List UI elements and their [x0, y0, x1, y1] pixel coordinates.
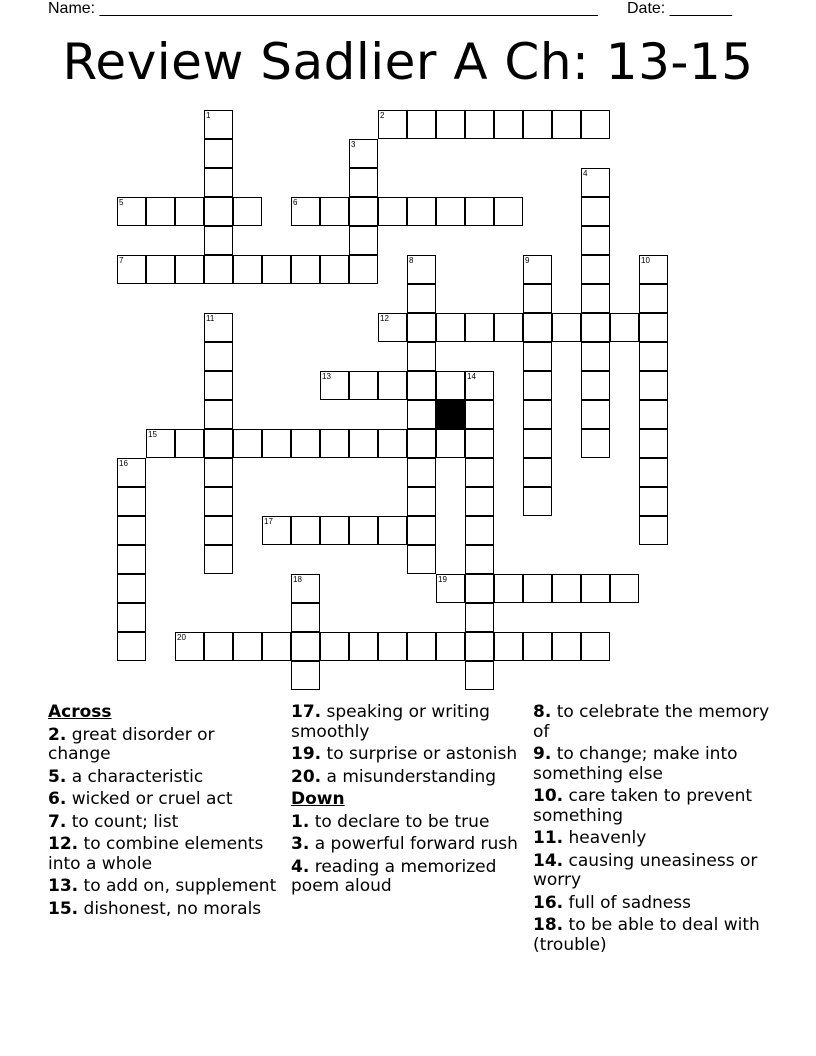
- grid-cell[interactable]: [581, 632, 610, 661]
- grid-cell[interactable]: [436, 429, 465, 458]
- black-cell: [436, 400, 465, 429]
- clue-item-text: causing uneasiness or worry: [533, 850, 758, 890]
- grid-cell[interactable]: [349, 632, 378, 661]
- grid-cell[interactable]: [523, 342, 552, 371]
- grid-cell[interactable]: [581, 284, 610, 313]
- clue-item: [48, 768, 280, 788]
- grid-cell[interactable]: [378, 110, 407, 139]
- grid-cell[interactable]: [407, 458, 436, 487]
- clue-item-text: a characteristic: [71, 766, 204, 787]
- clue-number: 12: [380, 314, 389, 323]
- grid-cell[interactable]: [581, 168, 610, 197]
- grid-cell[interactable]: [639, 516, 668, 545]
- clue-item-text: care taken to prevent something: [533, 786, 753, 826]
- clue-item: [291, 835, 523, 855]
- grid-cell[interactable]: [291, 429, 320, 458]
- clue-item-text: a misunderstanding: [326, 766, 497, 787]
- grid-cell[interactable]: [494, 110, 523, 139]
- grid-cell[interactable]: [465, 400, 494, 429]
- grid-cell[interactable]: [204, 139, 233, 168]
- clue-item-text: a powerful forward rush: [314, 834, 518, 854]
- grid-cell[interactable]: [349, 226, 378, 255]
- clue-column-1: [48, 703, 280, 922]
- grid-cell[interactable]: [117, 487, 146, 516]
- grid-cell[interactable]: [436, 574, 465, 603]
- grid-cell[interactable]: [117, 574, 146, 603]
- clue-item-text: dishonest, no morals: [83, 898, 262, 919]
- grid-cell[interactable]: [494, 197, 523, 226]
- clue-item-number: 1.: [291, 811, 310, 832]
- clue-item-text: to add on, supplement: [83, 876, 277, 896]
- grid-cell[interactable]: [204, 168, 233, 197]
- clue-item: [291, 703, 523, 742]
- grid-cell[interactable]: [204, 197, 233, 226]
- grid-cell[interactable]: [436, 313, 465, 342]
- grid-cell[interactable]: [407, 255, 436, 284]
- clue-number: 6: [293, 198, 298, 207]
- clue-item-number: 17.: [291, 702, 322, 722]
- grid-cell[interactable]: [291, 574, 320, 603]
- grid-cell[interactable]: [581, 342, 610, 371]
- grid-cell[interactable]: [349, 429, 378, 458]
- grid-cell[interactable]: [378, 197, 407, 226]
- grid-cell[interactable]: [494, 632, 523, 661]
- grid-cell[interactable]: [233, 632, 262, 661]
- grid-cell[interactable]: [639, 371, 668, 400]
- grid-cell[interactable]: [204, 313, 233, 342]
- grid-cell[interactable]: [378, 371, 407, 400]
- grid-cell[interactable]: [523, 574, 552, 603]
- grid-cell[interactable]: [117, 632, 146, 661]
- clue-item-number: 6.: [48, 789, 67, 809]
- clue-item: [533, 852, 773, 891]
- clue-number: 9: [525, 256, 530, 265]
- clue-item-text: to combine elements into a whole: [48, 834, 264, 874]
- grid-cell[interactable]: [233, 429, 262, 458]
- grid-cell[interactable]: [407, 110, 436, 139]
- clue-item-number: 18.: [533, 915, 564, 935]
- clue-item-number: 4.: [291, 856, 310, 877]
- grid-cell[interactable]: [465, 487, 494, 516]
- grid-cell[interactable]: [204, 342, 233, 371]
- grid-cell[interactable]: [233, 255, 262, 284]
- clue-number: 5: [119, 198, 124, 207]
- grid-cell[interactable]: [407, 371, 436, 400]
- grid-cell[interactable]: [291, 197, 320, 226]
- grid-cell[interactable]: [581, 197, 610, 226]
- clue-number: 19: [438, 575, 447, 584]
- clue-item-text: speaking or writing smoothly: [291, 702, 490, 742]
- clue-number: 3: [351, 140, 356, 149]
- clue-number: 10: [641, 256, 650, 265]
- grid-cell[interactable]: [552, 313, 581, 342]
- grid-cell[interactable]: [610, 574, 639, 603]
- clue-number: 13: [322, 372, 331, 381]
- grid-cell[interactable]: [262, 632, 291, 661]
- grid-cell[interactable]: [465, 574, 494, 603]
- clue-item-number: 13.: [48, 876, 79, 896]
- grid-cell[interactable]: [407, 632, 436, 661]
- grid-cell[interactable]: [320, 429, 349, 458]
- grid-cell[interactable]: [639, 429, 668, 458]
- clue-item-text: great disorder or change: [48, 724, 215, 764]
- grid-cell[interactable]: [581, 110, 610, 139]
- grid-cell[interactable]: [204, 429, 233, 458]
- grid-cell[interactable]: [262, 429, 291, 458]
- grid-cell[interactable]: [465, 371, 494, 400]
- grid-cell[interactable]: [146, 255, 175, 284]
- grid-cell[interactable]: [407, 516, 436, 545]
- grid-cell[interactable]: [436, 197, 465, 226]
- clue-item-text: to change; make into something else: [533, 744, 738, 784]
- clue-number: 7: [119, 256, 124, 265]
- grid-cell[interactable]: [204, 371, 233, 400]
- grid-cell[interactable]: [523, 284, 552, 313]
- clue-item: [291, 813, 523, 833]
- grid-cell[interactable]: [262, 255, 291, 284]
- grid-cell[interactable]: [320, 197, 349, 226]
- clue-item-number: 12.: [48, 834, 79, 854]
- clue-item-number: 2.: [48, 724, 67, 745]
- grid-cell[interactable]: [552, 110, 581, 139]
- grid-cell[interactable]: [407, 197, 436, 226]
- grid-cell[interactable]: [523, 400, 552, 429]
- grid-cell[interactable]: [204, 458, 233, 487]
- grid-cell[interactable]: [465, 313, 494, 342]
- grid-cell[interactable]: [465, 632, 494, 661]
- grid-cell[interactable]: [465, 516, 494, 545]
- grid-cell[interactable]: [117, 255, 146, 284]
- grid-cell[interactable]: [581, 429, 610, 458]
- grid-cell[interactable]: [378, 429, 407, 458]
- grid-cell[interactable]: [523, 313, 552, 342]
- clue-item: [291, 745, 523, 765]
- grid-cell[interactable]: [407, 545, 436, 574]
- clue-column-2: [291, 703, 523, 900]
- grid-cell[interactable]: [204, 516, 233, 545]
- clue-item: [533, 894, 773, 914]
- clue-number: 4: [583, 169, 588, 178]
- grid-cell[interactable]: [494, 574, 523, 603]
- grid-cell[interactable]: [465, 429, 494, 458]
- grid-cell[interactable]: [436, 371, 465, 400]
- grid-cell[interactable]: [407, 284, 436, 313]
- grid-cell[interactable]: [465, 661, 494, 690]
- clue-item: [533, 829, 773, 849]
- grid-cell[interactable]: [465, 545, 494, 574]
- clue-number: 14: [467, 372, 476, 381]
- clue-item: [48, 790, 280, 810]
- clue-number: 11: [206, 314, 215, 323]
- clue-item-number: 14.: [533, 850, 564, 871]
- page-title: Review Sadlier A Ch: 13-15: [62, 33, 754, 91]
- clue-item-number: 11.: [533, 828, 564, 848]
- grid-cell[interactable]: [523, 632, 552, 661]
- clue-item-number: 20.: [291, 766, 322, 787]
- grid-cell[interactable]: [117, 603, 146, 632]
- grid-cell[interactable]: [407, 400, 436, 429]
- clue-item: [48, 726, 280, 765]
- clue-item: [533, 787, 773, 826]
- clue-item-text: to celebrate the memory of: [533, 702, 770, 742]
- clue-item-number: 19.: [291, 744, 322, 764]
- clue-number: 8: [409, 256, 414, 265]
- clue-item-number: 16.: [533, 892, 564, 913]
- grid-cell[interactable]: [436, 632, 465, 661]
- grid-cell[interactable]: [378, 516, 407, 545]
- grid-cell[interactable]: [465, 197, 494, 226]
- grid-cell[interactable]: [291, 255, 320, 284]
- clue-item-text: wicked or cruel act: [71, 789, 233, 809]
- clue-item-text: heavenly: [568, 828, 647, 848]
- grid-cell[interactable]: [639, 284, 668, 313]
- clue-item: [533, 745, 773, 784]
- grid-cell[interactable]: [320, 255, 349, 284]
- grid-cell[interactable]: [320, 632, 349, 661]
- grid-cell[interactable]: [117, 516, 146, 545]
- grid-cell[interactable]: [523, 458, 552, 487]
- grid-cell[interactable]: [610, 313, 639, 342]
- grid-cell[interactable]: [175, 197, 204, 226]
- grid-cell[interactable]: [465, 110, 494, 139]
- grid-cell[interactable]: [639, 255, 668, 284]
- grid-cell[interactable]: [175, 255, 204, 284]
- grid-cell[interactable]: [291, 661, 320, 690]
- grid-cell[interactable]: [407, 342, 436, 371]
- grid-cell[interactable]: [639, 342, 668, 371]
- grid-cell[interactable]: [639, 313, 668, 342]
- grid-cell[interactable]: [436, 110, 465, 139]
- clue-item-number: 3.: [291, 834, 310, 854]
- clue-number: 20: [177, 633, 186, 642]
- clue-item-text: full of sadness: [568, 892, 691, 913]
- grid-cell[interactable]: [552, 574, 581, 603]
- grid-cell[interactable]: [117, 545, 146, 574]
- grid-cell[interactable]: [349, 139, 378, 168]
- grid-cell[interactable]: [320, 371, 349, 400]
- grid-cell[interactable]: [639, 458, 668, 487]
- grid-cell[interactable]: [117, 458, 146, 487]
- grid-cell[interactable]: [204, 487, 233, 516]
- grid-cell[interactable]: [204, 632, 233, 661]
- clue-item-text: to surprise or astonish: [326, 744, 518, 764]
- grid-cell[interactable]: [146, 429, 175, 458]
- grid-cell[interactable]: [581, 400, 610, 429]
- grid-cell[interactable]: [552, 632, 581, 661]
- section-heading: Down: [291, 789, 345, 809]
- grid-cell[interactable]: [291, 516, 320, 545]
- clue-item-text: to be able to deal with (trouble): [533, 915, 760, 955]
- clue-item-text: reading a memorized poem aloud: [291, 856, 497, 896]
- date-field: Date: _______: [627, 0, 732, 17]
- clue-item-text: to count; list: [71, 811, 179, 832]
- clue-item-number: 8.: [533, 702, 552, 722]
- grid-cell[interactable]: [291, 632, 320, 661]
- grid-cell[interactable]: [204, 545, 233, 574]
- clue-item: [291, 768, 523, 788]
- grid-cell[interactable]: [117, 197, 146, 226]
- section-heading: Across: [48, 702, 112, 722]
- clue-item: [48, 877, 280, 897]
- clue-number: 15: [148, 430, 157, 439]
- clue-item: [48, 835, 280, 874]
- clue-item: [48, 900, 280, 920]
- clue-item-number: 15.: [48, 898, 79, 919]
- clue-number: 1: [206, 111, 211, 120]
- grid-cell[interactable]: [349, 197, 378, 226]
- grid-cell[interactable]: [523, 255, 552, 284]
- grid-cell[interactable]: [146, 197, 175, 226]
- grid-cell[interactable]: [494, 313, 523, 342]
- grid-cell[interactable]: [523, 371, 552, 400]
- grid-cell[interactable]: [349, 371, 378, 400]
- grid-cell[interactable]: [581, 313, 610, 342]
- clue-item: [291, 858, 523, 897]
- grid-cell[interactable]: [407, 429, 436, 458]
- grid-cell[interactable]: [581, 574, 610, 603]
- clue-item: [533, 916, 773, 955]
- clue-number: 2: [380, 111, 385, 120]
- clue-column-3: [533, 703, 773, 958]
- grid-cell[interactable]: [204, 226, 233, 255]
- grid-cell[interactable]: [407, 487, 436, 516]
- clue-item-number: 10.: [533, 786, 564, 806]
- grid-cell[interactable]: [233, 197, 262, 226]
- grid-cell[interactable]: [349, 168, 378, 197]
- grid-cell[interactable]: [262, 516, 291, 545]
- grid-cell[interactable]: [204, 255, 233, 284]
- grid-cell[interactable]: [523, 429, 552, 458]
- grid-cell[interactable]: [204, 400, 233, 429]
- grid-cell[interactable]: [523, 110, 552, 139]
- grid-cell[interactable]: [581, 371, 610, 400]
- grid-cell[interactable]: [465, 458, 494, 487]
- clue-item: [48, 813, 280, 833]
- grid-cell[interactable]: [581, 226, 610, 255]
- grid-cell[interactable]: [378, 313, 407, 342]
- clue-item-number: 5.: [48, 766, 67, 787]
- grid-cell[interactable]: [349, 516, 378, 545]
- clue-item-number: 7.: [48, 811, 67, 832]
- grid-cell[interactable]: [349, 255, 378, 284]
- grid-cell[interactable]: [523, 487, 552, 516]
- clue-item-text: to declare to be true: [314, 811, 490, 832]
- grid-cell[interactable]: [639, 487, 668, 516]
- clue-item: [533, 703, 773, 742]
- clue-number: 16: [119, 459, 128, 468]
- grid-cell[interactable]: [204, 110, 233, 139]
- grid-cell[interactable]: [581, 255, 610, 284]
- grid-cell[interactable]: [465, 603, 494, 632]
- grid-cell[interactable]: [175, 632, 204, 661]
- clue-number: 17: [264, 517, 273, 526]
- clue-number: 18: [293, 575, 302, 584]
- grid-cell[interactable]: [639, 400, 668, 429]
- name-field: Name: ________________________________________________________: [48, 0, 598, 17]
- grid-cell[interactable]: [407, 313, 436, 342]
- grid-cell[interactable]: [291, 603, 320, 632]
- grid-cell[interactable]: [378, 632, 407, 661]
- grid-cell[interactable]: [320, 516, 349, 545]
- clue-item-number: 9.: [533, 744, 552, 764]
- grid-cell[interactable]: [175, 429, 204, 458]
